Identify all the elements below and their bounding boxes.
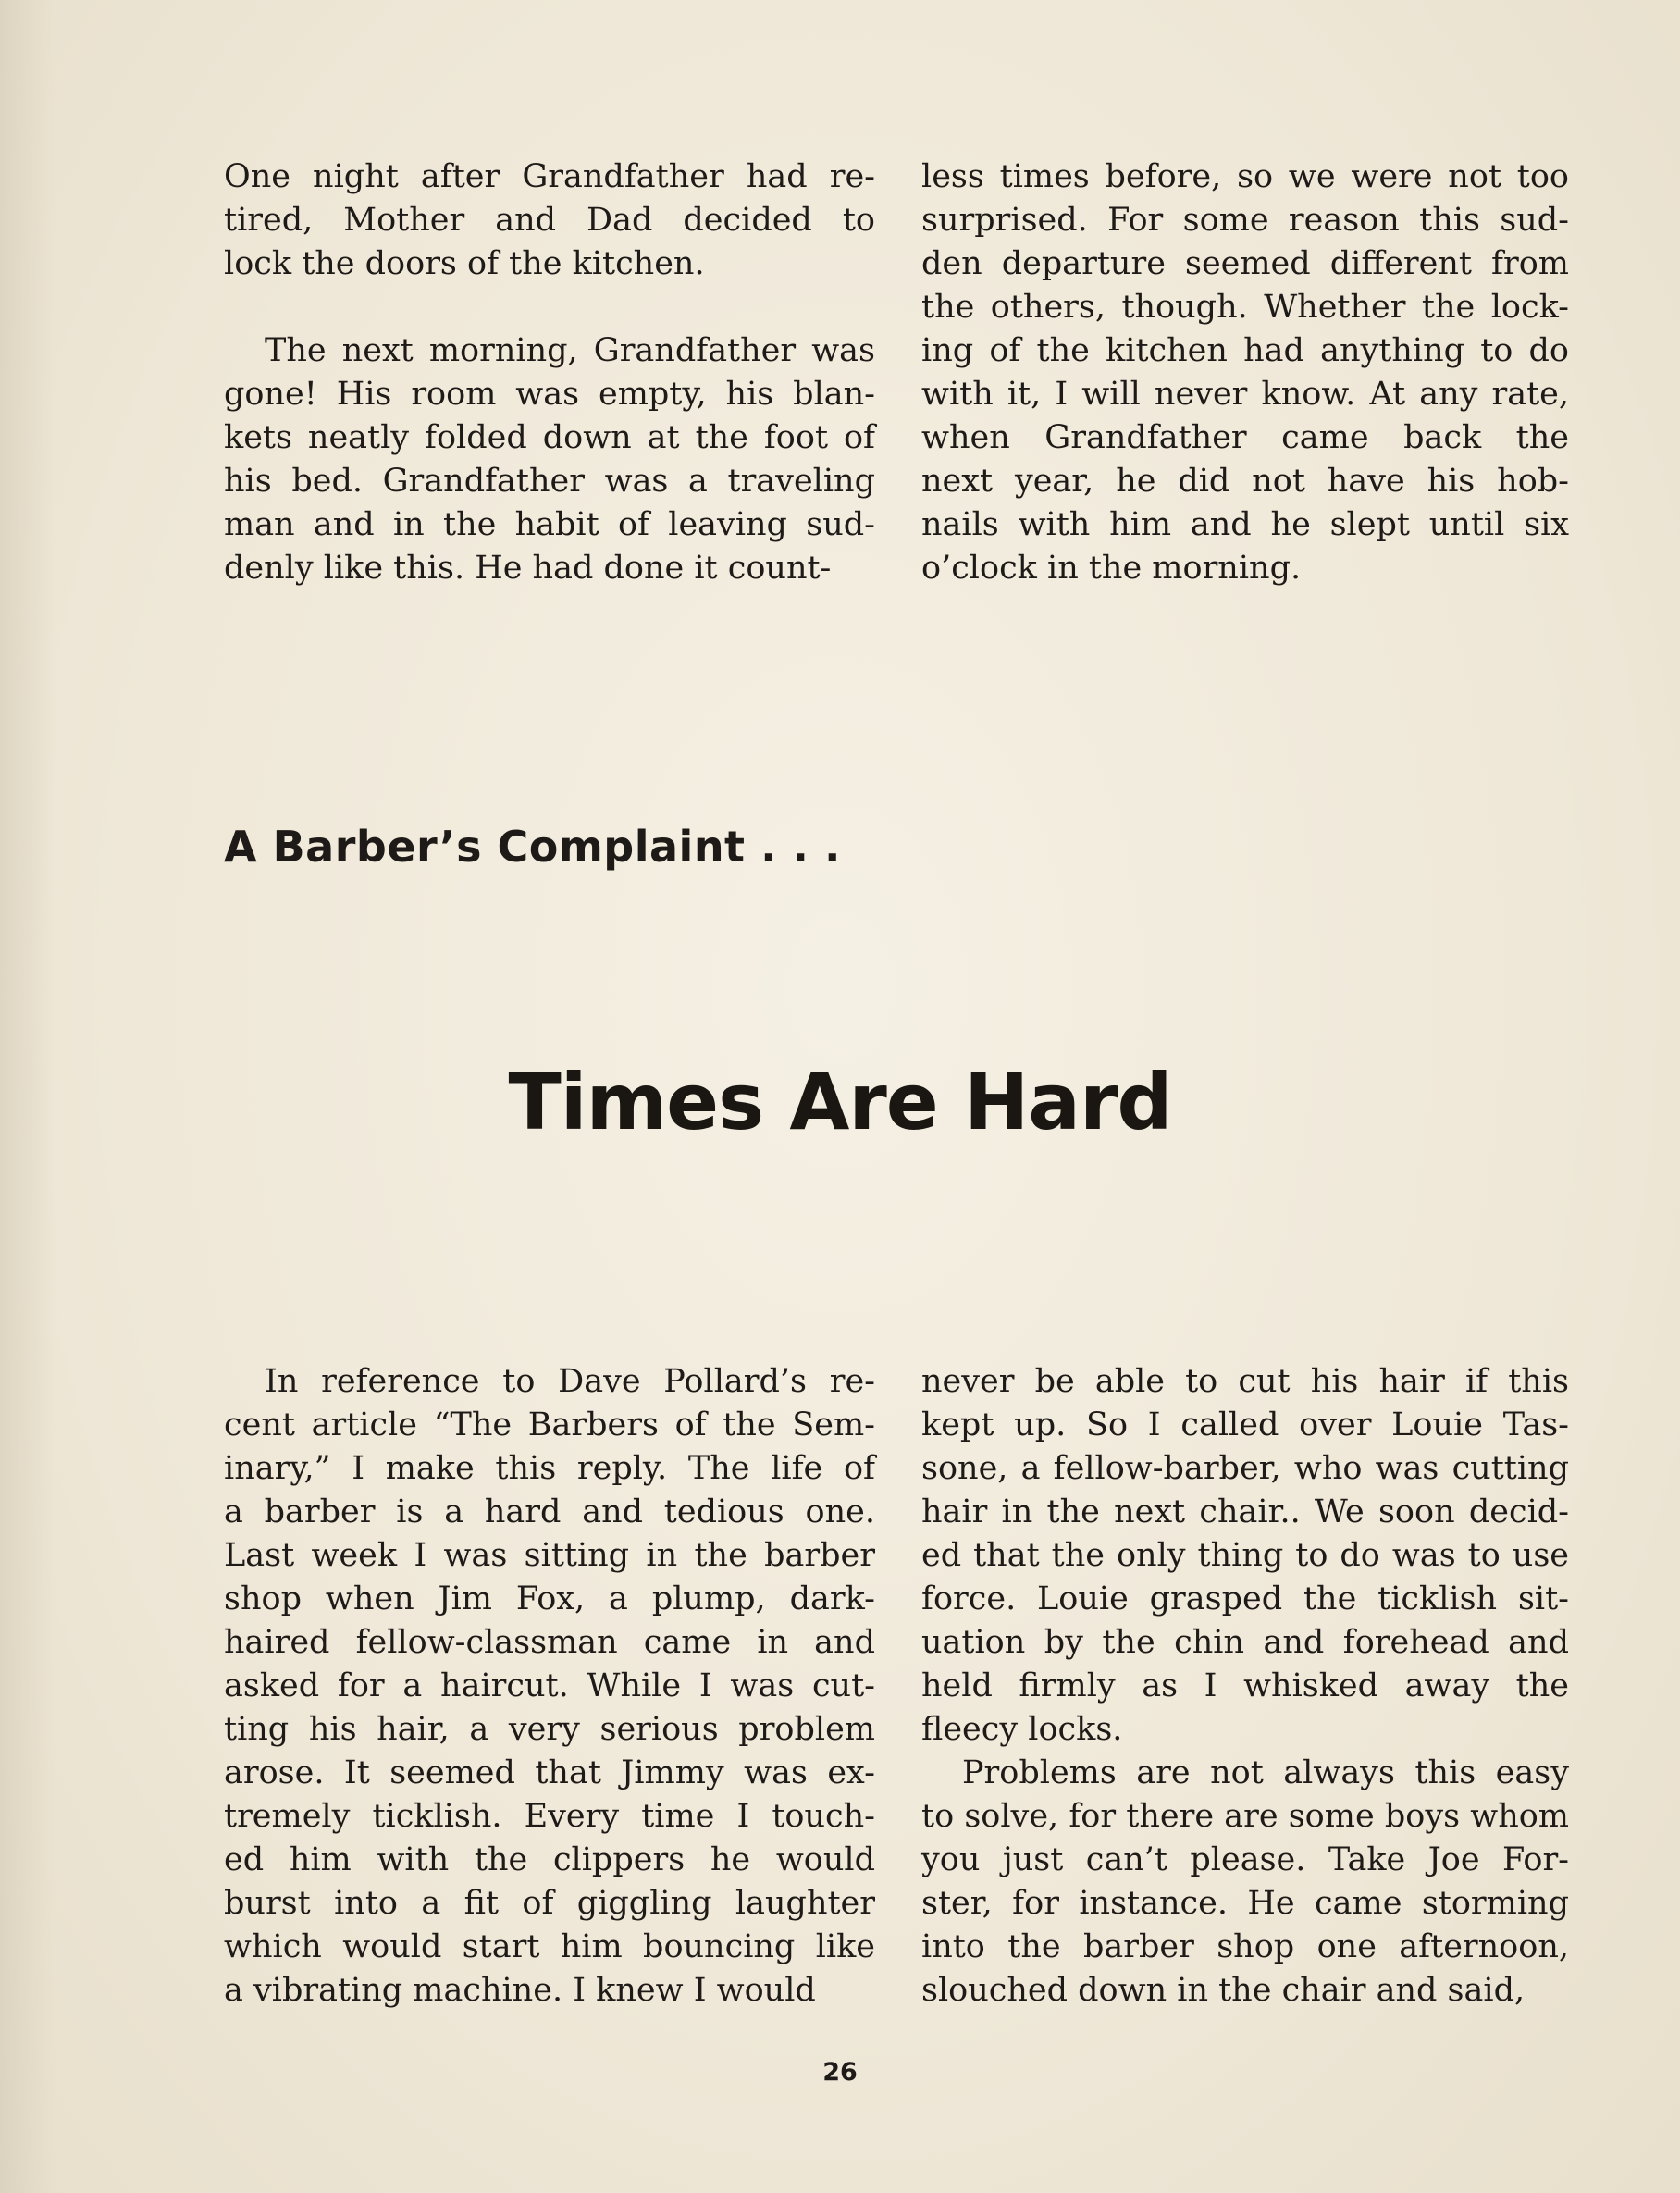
article-title: Times Are Hard: [508, 1057, 1172, 1147]
text-line: ed that the only thing to do was to use: [921, 1537, 1569, 1574]
page-number: 26: [822, 2058, 858, 2087]
text-line: sone, a fellow-barber, who was cutting: [921, 1450, 1569, 1487]
text-line: lock the doors of the kitchen.: [224, 245, 705, 282]
text-line: cent article “The Barbers of the Sem-: [224, 1406, 875, 1443]
paragraph: [921, 1752, 1569, 2013]
text-line: a barber is a hard and tedious one.: [224, 1493, 875, 1530]
top-left-column: [224, 155, 875, 590]
text-line: Problems are not always this easy: [962, 1754, 1569, 1791]
text-line: hair in the next chair.. We soon decid-: [921, 1493, 1569, 1530]
text-line: nails with him and he slept until six: [921, 506, 1569, 543]
text-line: force. Louie grasped the ticklish sit-: [921, 1580, 1569, 1617]
text-line: man and in the habit of leaving sud-: [224, 506, 875, 543]
text-line: his bed. Grandfather was a traveling: [224, 463, 875, 500]
paragraph: [921, 1360, 1569, 1752]
text-line: ster, for instance. He came storming: [921, 1885, 1569, 1922]
text-line: In reference to Dave Pollard’s re-: [265, 1363, 875, 1400]
paragraph: [224, 155, 875, 286]
text-line: kets neatly folded down at the foot of: [224, 419, 875, 456]
text-line: arose. It seemed that Jimmy was ex-: [224, 1754, 875, 1791]
text-line: kept up. So I called over Louie Tas-: [921, 1406, 1569, 1443]
text-line: shop when Jim Fox, a plump, dark-: [224, 1580, 875, 1617]
text-line: to solve, for there are some boys whom: [921, 1798, 1569, 1835]
text-line: ed him with the clippers he would: [224, 1841, 875, 1878]
text-line: which would start him bouncing like: [224, 1928, 875, 1965]
text-line: never be able to cut his hair if this: [921, 1363, 1569, 1400]
text-line: into the barber shop one afternoon,: [921, 1928, 1569, 1965]
text-line: surprised. For some reason this sud-: [921, 202, 1569, 239]
text-line: held firmly as I whisked away the: [921, 1667, 1569, 1704]
text-line: with it, I will never know. At any rate,: [921, 376, 1569, 413]
text-line: uation by the chin and forehead and: [921, 1624, 1569, 1661]
text-line: o’clock in the morning.: [921, 550, 1302, 587]
text-line: less times before, so we were not too: [921, 158, 1569, 195]
text-line: slouched down in the chair and said,: [921, 1972, 1526, 2009]
text-line: tremely ticklish. Every time I touch-: [224, 1798, 875, 1835]
section-heading: A Barber’s Complaint . . .: [224, 822, 842, 872]
paragraph: [921, 155, 1569, 590]
top-right-column: [921, 155, 1569, 590]
text-line: denly like this. He had done it count-: [224, 550, 832, 587]
text-line: a vibrating machine. I knew I would: [224, 1972, 816, 2009]
paragraph: [224, 329, 875, 590]
text-line: Last week I was sitting in the barber: [224, 1537, 875, 1574]
text-line: next year, he did not have his hob-: [921, 463, 1569, 500]
text-line: One night after Grandfather had re-: [224, 158, 875, 195]
paragraph: [224, 1360, 875, 2013]
text-line: asked for a haircut. While I was cut-: [224, 1667, 875, 1704]
text-line: haired fellow-classman came in and: [224, 1624, 875, 1661]
text-line: fleecy locks.: [921, 1711, 1123, 1748]
bottom-right-column: [921, 1360, 1569, 2013]
text-line: inary,” I make this reply. The life of: [224, 1450, 875, 1487]
bottom-left-column: [224, 1360, 875, 2013]
text-line: the others, though. Whether the lock-: [921, 289, 1569, 326]
text-line: den departure seemed different from: [921, 245, 1569, 282]
text-line: you just can’t please. Take Joe For-: [921, 1841, 1569, 1878]
text-line: ting his hair, a very serious problem: [224, 1711, 875, 1748]
text-line: The next morning, Grandfather was: [265, 332, 875, 369]
text-line: tired, Mother and Dad decided to: [224, 202, 875, 239]
paragraph-gap: [224, 286, 875, 329]
text-line: gone! His room was empty, his blan-: [224, 376, 875, 413]
text-line: burst into a fit of giggling laughter: [224, 1885, 875, 1922]
text-line: ing of the kitchen had anything to do: [921, 332, 1569, 369]
text-line: when Grandfather came back the: [921, 419, 1569, 456]
